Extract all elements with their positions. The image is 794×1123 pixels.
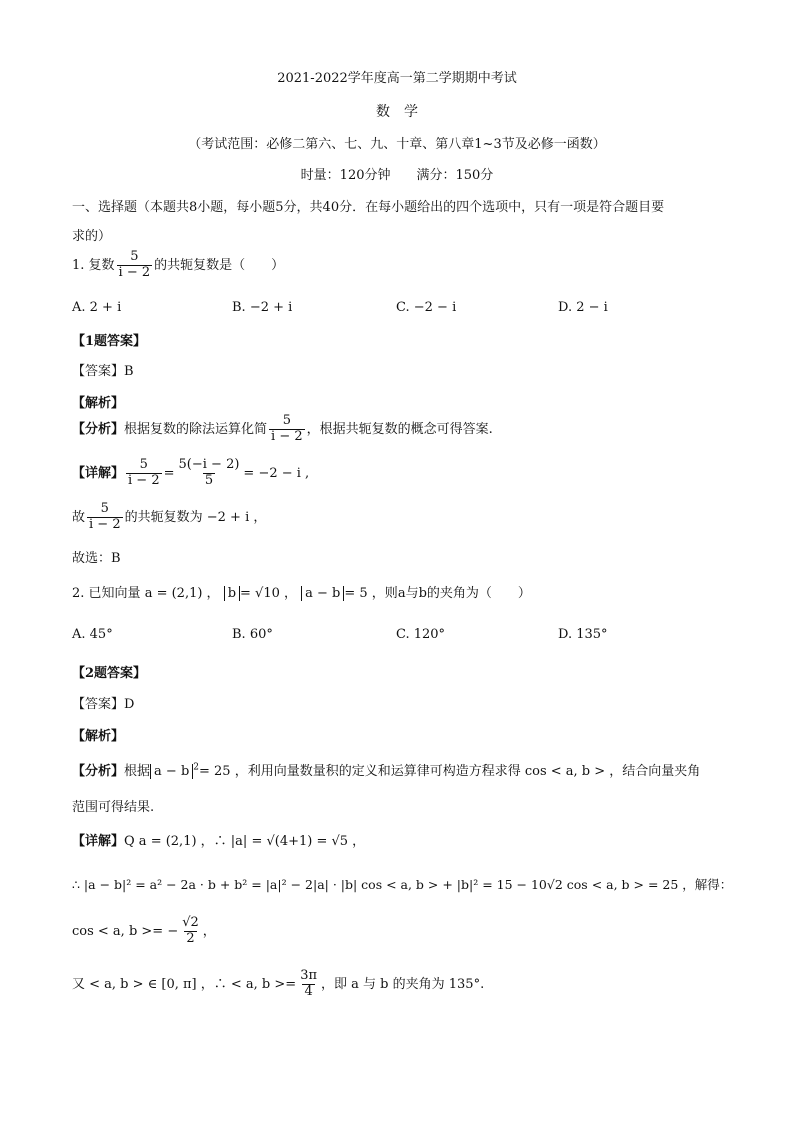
question-2	[72, 582, 531, 601]
q2-detail-line3	[72, 916, 216, 947]
q1-option-b: B. −2 + i	[232, 300, 293, 315]
q2-cond2-post: = √10 ，	[240, 586, 297, 601]
q2-fenxi-mid: = 25 ，利用向量数量积的定义和运算律可构造方程求得 cos < a, b > ，结合向量夹角	[199, 764, 701, 779]
q2-fenxi-label: 【分析】	[72, 764, 125, 779]
q1-fenxi-post: ，根据共轭复数的概念可得答案.	[306, 421, 493, 437]
q1-detail	[72, 458, 309, 489]
q1-detail-den1: i − 2	[128, 472, 160, 488]
q1-gu-pre: 故	[72, 509, 86, 525]
q1-gu-num: 5	[100, 501, 109, 516]
q2-detail-l4-den: 4	[304, 983, 313, 999]
q2-option-d: D. 135°	[558, 627, 608, 642]
q2-cond3-abs	[301, 586, 344, 601]
exam-scope: （考试范围：必修二第六、七、九、十章、第八章1~3节及必修一函数）	[188, 137, 606, 152]
q1-gu-den: i − 2	[89, 516, 121, 532]
q1-gu-fraction	[87, 502, 123, 533]
q2-detail-l3-post: ，	[202, 923, 216, 939]
q1-fenxi-label: 【分析】	[72, 421, 125, 437]
q2-detail-l4-pre: 又 < a, b > ∈ [0, π] ，∴ < a, b >=	[72, 976, 297, 992]
q1-detail-num1: 5	[139, 457, 148, 472]
q1-fenxi	[72, 414, 493, 445]
q2-answer: 【答案】D	[72, 697, 135, 712]
q1-detail-den2: 5	[204, 472, 214, 488]
q2-fenxi-pre: 根据	[124, 764, 151, 779]
q2-option-b: B. 60°	[232, 627, 273, 642]
q2-detail-l3-den: 2	[186, 930, 195, 946]
q2-detail-line2: ∴ |a − b|² = a² − 2a · b + b² = |a|² − 2|a| · |b| cos < a, b > + |b|² = 15 − 10√2 cos < a, b > = 25 ，解得：	[72, 877, 733, 892]
q2-detail-line1	[72, 830, 365, 849]
q2-detail-l3-frac	[180, 916, 201, 947]
q2-cond-a: a	[397, 586, 406, 601]
q2-cond1: a = (2,1) ，	[144, 586, 220, 601]
q1-detail-frac2	[177, 458, 242, 489]
q2-detail-l4-num: 3π	[300, 968, 318, 983]
q2-cond3: a − b	[305, 586, 341, 601]
q2-detail-l4-frac	[298, 969, 319, 1000]
q2-detail-label: 【详解】	[72, 834, 125, 849]
q2-option-c: C. 120°	[396, 627, 446, 642]
section-heading-cont: 求的）	[72, 229, 112, 244]
q2-option-a: A. 45°	[72, 627, 113, 642]
q2-detail-l4-post: ，即 a 与 b 的夹角为 135°.	[321, 976, 485, 992]
q2-fenxi-sq: 2	[193, 762, 199, 773]
q2-cond-b: b	[418, 586, 427, 601]
question-1	[72, 250, 284, 281]
q1-detail-rest: = −2 − i ,	[243, 465, 310, 481]
q2-detail-l3-pre: cos < a, b >= −	[72, 923, 179, 939]
q1-detail-frac1	[126, 458, 162, 489]
q1-gu-post: 的共轭复数为 −2 + i ，	[124, 509, 267, 525]
q1-option-d: D. 2 − i	[558, 300, 608, 315]
q1-suffix: 的共轭复数是（ ）	[154, 257, 285, 273]
q1-choose: 故选：B	[72, 551, 121, 566]
q1-frac-den: i − 2	[118, 264, 151, 280]
q2-answer-tag: 【2题答案】	[72, 666, 147, 681]
q2-prefix: 2. 已知向量	[72, 586, 141, 601]
q1-fenxi-num: 5	[282, 413, 291, 428]
q2-fenxi-cont: 范围可得结果.	[72, 800, 155, 815]
q1-answer-tag: 【1题答案】	[72, 334, 147, 349]
q2-fenxi	[72, 760, 700, 779]
exam-title: 2021-2022学年度高一第二学期期中考试	[277, 71, 517, 86]
q1-conclusion	[72, 502, 266, 533]
q2-analysis-tag: 【解析】	[72, 729, 125, 744]
q1-prefix: 1. 复数	[72, 257, 115, 273]
section-heading: 一、选择题（本题共8小题，每小题5分，共40分．在每小题给出的四个选项中，只有一项是符合题目要	[72, 200, 665, 215]
q1-frac-num: 5	[130, 249, 139, 264]
q2-cond3-post: = 5 ，则	[344, 586, 398, 601]
q2-fenxi-expr: a − b	[154, 764, 190, 779]
q2-detail-line4	[72, 969, 484, 1000]
q1-analysis-tag: 【解析】	[72, 396, 125, 411]
q1-fenxi-fraction	[269, 414, 305, 445]
q2-suffix: 的夹角为（ ）	[426, 586, 531, 601]
q1-fraction	[117, 250, 153, 281]
q1-detail-label: 【详解】	[72, 465, 125, 481]
q1-detail-num2: 5(−i − 2)	[178, 457, 240, 472]
time-info: 时量：120分钟 满分：150分	[300, 168, 494, 183]
q1-option-c: C. −2 − i	[396, 300, 457, 315]
q1-fenxi-pre: 根据复数的除法运算化简	[124, 421, 268, 437]
q1-detail-eq: =	[163, 465, 175, 481]
q2-detail-l3-num: √2	[182, 915, 199, 930]
q2-detail-l1: Q a = (2,1) ，∴ |a| = √(4+1) = √5 ，	[124, 834, 366, 849]
q2-cond2-abs	[224, 586, 240, 601]
q1-answer: 【答案】B	[72, 364, 134, 379]
q2-cond-yu: 与	[405, 586, 419, 601]
subject-title: 数 学	[376, 104, 418, 120]
q2-fenxi-abs	[150, 764, 193, 779]
q2-cond2-vec: b	[227, 586, 237, 601]
q1-option-a: A. 2 + i	[72, 300, 122, 315]
q1-fenxi-den: i − 2	[271, 428, 303, 444]
